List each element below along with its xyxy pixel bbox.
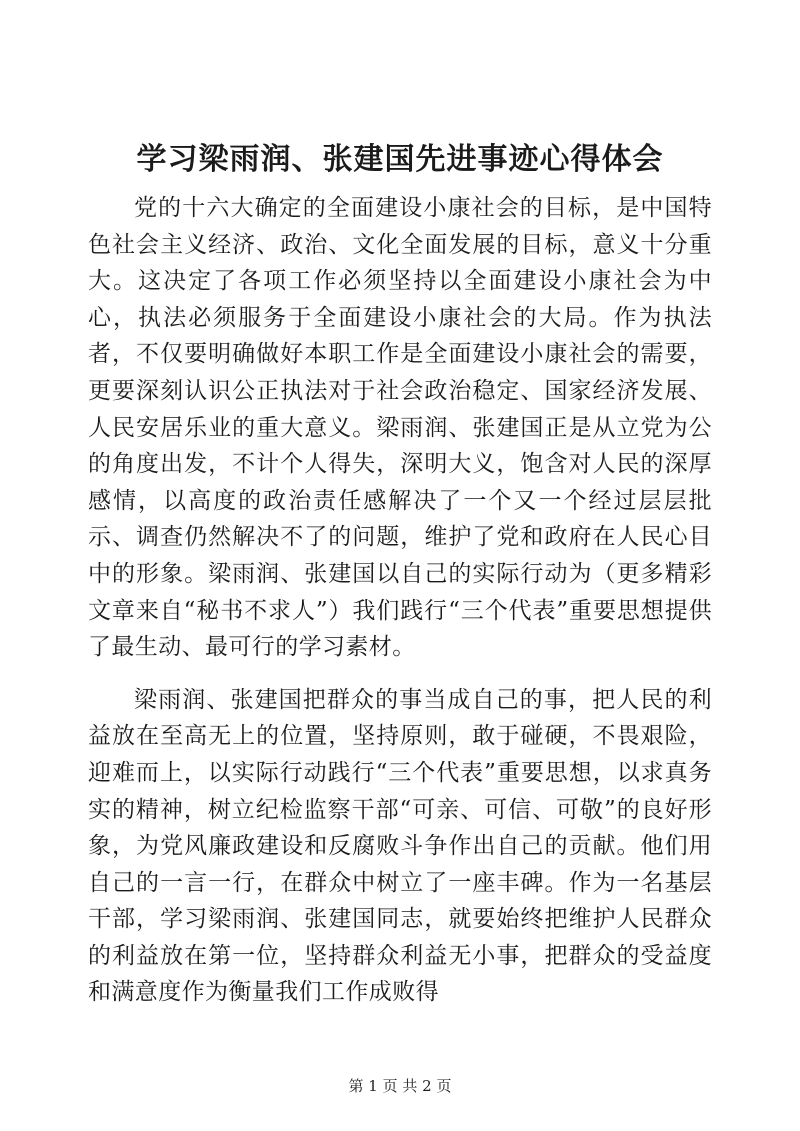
document-title: 学习梁雨润、张建国先进事迹心得体会 — [136, 142, 664, 177]
paragraph-1: 党的十六大确定的全面建设小康社会的目标，是中国特色社会主义经济、政治、文化全面发展的目标，意义十分重大。这决定了各项工作必须坚持以全面建设小康社会为中心，执法必须服务于全面建设小康社会的大局。作为执法者，不仅要明确做好本职工作是全面建设小康社会的需要，更要深刻认识公正执法对于社会政治稳定、国家经济发展、人民安居乐业的重大意义。梁雨润、张建国正是从立党为公的角度出发，不计个人得失，深明大义，饱含对人民的深厚感情，以高度的政治责任感解决了一个又一个经过层层批示、调查仍然解决不了的问题，维护了党和政府在人民心目中的形象。梁雨润、张建国以自己的实际行动为（更多精彩文章来自“秘书不求人”）我们践行“三个代表”重要思想提供了最生动、最可行的学习素材。 — [88, 195, 712, 661]
paragraph-2: 梁雨润、张建国把群众的事当成自己的事，把人民的利益放在至高无上的位置，坚持原则，敢于碰硬，不畏艰险，迎难而上，以实际行动践行“三个代表”重要思想，以求真务实的精神，树立纪检监察干部“可亲、可信、可敬”的良好形象，为党风廉政建设和反腐败斗争作出自己的贡献。他们用自己的一言一行，在群众中树立了一座丰碑。作为一名基层干部，学习梁雨润、张建国同志，就要始终把维护人民群众的利益放在第一位，坚持群众利益无小事，把群众的受益度和满意度作为衡量我们工作成败得 — [88, 686, 712, 1006]
page-footer: 第 1 页 共 2 页 — [348, 1077, 452, 1095]
document-body — [88, 190, 712, 1027]
